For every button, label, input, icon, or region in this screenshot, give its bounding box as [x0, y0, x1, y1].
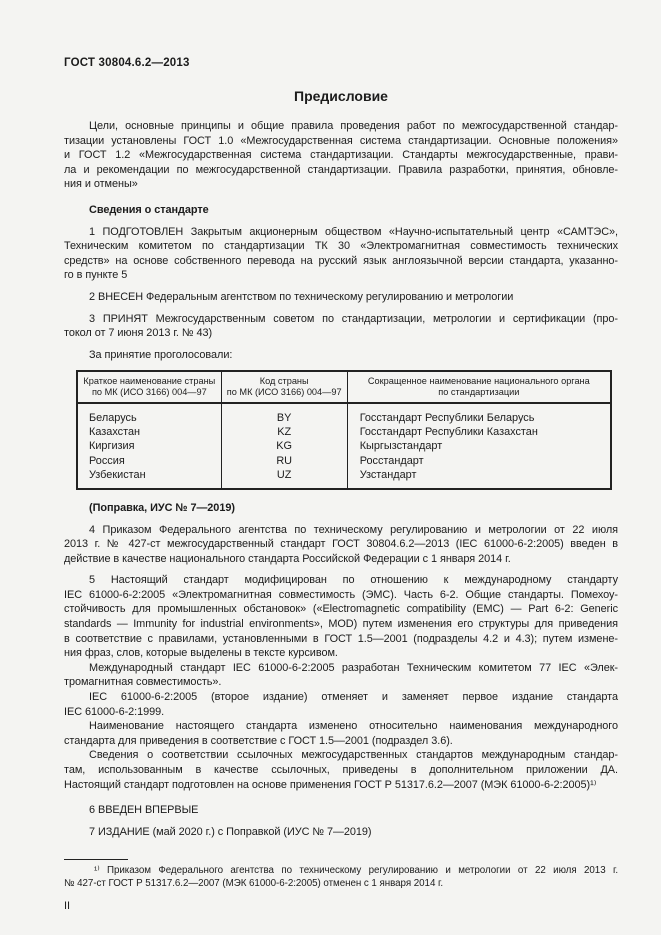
text-line: ния фраз, слов, которые выделены в тексте курсивом.	[64, 647, 338, 660]
text-line: и ГОСТ 1.2 «Межгосударственная система стандартизации. Стандарты межгосударственные, прави-	[64, 149, 618, 162]
item-5-modified	[64, 573, 618, 661]
national-body-cell: Кыргызстандарт	[347, 439, 611, 453]
text-line: IEC 61000-6-2:1999.	[64, 705, 165, 718]
country-name-cell: Россия	[77, 454, 221, 468]
text-line: стандарта для приведения в соответствие с ГОСТ 1.5—2001 (подраздел 3.6).	[64, 734, 453, 747]
text-line: IEC 61000-6-2:2005 (второе издание) отменяет и заменяет первое издание стандарта	[89, 691, 618, 704]
footnote-text	[64, 865, 618, 891]
voting-table	[76, 370, 612, 490]
text-line: Наименование настоящего стандарта изменено относительно наименования международного	[89, 720, 618, 733]
item-4-enacted	[64, 523, 618, 567]
text-line: стойчивость для промышленных обстановок» («Electromagnetic compatibility (EMC) — Part 6-2: Generic	[64, 603, 618, 616]
content-top	[64, 119, 618, 362]
text-line: действие в качестве национального стандарта Российской Федерации с 1 января 2014 г.	[64, 552, 511, 565]
country-name-cell: Узбекистан	[77, 468, 221, 489]
content-bottom	[64, 501, 618, 839]
country-name-cell: Казахстан	[77, 425, 221, 439]
para-iec-developed	[64, 661, 618, 690]
footnote-area	[64, 859, 618, 891]
country-code-cell: KZ	[221, 425, 347, 439]
table-header-line: Краткое наименование страны	[83, 376, 216, 387]
text-line: там, использованным в качестве ссылочных, приведены в дополнительном приложении ДА.	[64, 764, 618, 777]
text-line: Цели, основные принципы и общие правила проведения работ по межгосударственной стандар-	[89, 120, 618, 132]
document-number-header: ГОСТ 30804.6.2—2013	[64, 57, 190, 69]
table-header-line: по МК (ИСО 3166) 004—97	[91, 387, 207, 398]
text-line: standards — Immunity for industrial environments», MOD) путем изменения его структуры для приведения	[64, 618, 618, 631]
text-line: 2 ВНЕСЕН Федеральным агентством по техническому регулированию и метрологии	[89, 290, 514, 303]
text-line: Сведения о стандарте	[89, 203, 209, 216]
vote-intro	[64, 348, 618, 363]
para-name-changed	[64, 719, 618, 748]
table-row	[77, 468, 611, 489]
national-body-cell: Узстандарт	[347, 468, 611, 489]
country-name-cell: Киргизия	[77, 439, 221, 453]
text-line: токол от 7 июня 2013 г. № 43)	[64, 327, 213, 340]
text-line: в соответствие с правилами, установленными в ГОСТ 1.5—2001 (подразделы 4.2 и 4.3); путем измене-	[64, 632, 618, 645]
standard-info-heading	[64, 203, 618, 218]
table-header-line: по стандартизации	[438, 387, 520, 398]
text-line: № 427-ст ГОСТ Р 51317.6.2—2007 (МЭК 61000-6-2:2005) отменен с 1 января 2014 г.	[64, 878, 444, 890]
item-1-prepared	[64, 225, 618, 283]
text-line: 6 ВВЕДЕН ВПЕРВЫЕ	[89, 804, 199, 817]
table-header-cell	[221, 371, 347, 403]
para-reference-standards	[64, 748, 618, 792]
item-6-first-introduced	[64, 803, 618, 818]
table-row	[77, 454, 611, 468]
text-line: За принятие проголосовали:	[89, 348, 233, 361]
item-3-adopted	[64, 312, 618, 341]
amendment-note	[64, 501, 618, 516]
table-header-cell	[77, 371, 221, 403]
item-7-edition	[64, 825, 618, 840]
table-header-row	[77, 371, 611, 403]
voting-table-header	[77, 371, 611, 403]
text-line: 7 ИЗДАНИЕ (май 2020 г.) с Поправкой (ИУС № 7—2019)	[89, 825, 372, 838]
table-header-line: Код страны	[259, 376, 309, 387]
text-line: ния и отмены»	[64, 178, 138, 191]
text-line: 1 ПОДГОТОВЛЕН Закрытым акционерным обществом «Научно-испытательный центр «САМТЭС»,	[89, 225, 618, 238]
national-body-cell: Госстандарт Республики Беларусь	[347, 403, 611, 425]
text-line: средств» на основе собственного перевода на русский язык англоязычной версии стандарта, указанно-	[64, 254, 618, 267]
intro-paragraph	[64, 119, 618, 192]
text-line: ¹⁾ Приказом Федерального агентства по техническому регулированию и метрологии от 22 июля 2013 г.	[94, 865, 618, 877]
para-second-edition	[64, 690, 618, 719]
page-title: Предисловие	[294, 88, 388, 104]
text-line: Техническим комитетом по стандартизации ТК 30 «Электромагнитная совместимость технических	[64, 240, 618, 253]
country-code-cell: BY	[221, 403, 347, 425]
footnote-1	[64, 865, 618, 891]
country-code-cell: RU	[221, 454, 347, 468]
text-line: (Поправка, ИУС № 7—2019)	[89, 501, 235, 514]
national-body-cell: Госстандарт Республики Казахстан	[347, 425, 611, 439]
text-line: 2013 г. № 427-ст межгосударственный стандарт ГОСТ 30804.6.2—2013 (IEC 61000-6-2:2005) введен в	[64, 538, 618, 551]
table-row	[77, 403, 611, 425]
page-number: II	[64, 899, 71, 912]
text-line: Международный стандарт IEC 61000-6-2:2005 разработан Техническим комитетом 77 IEC «Элек-	[89, 661, 618, 674]
national-body-cell: Росстандарт	[347, 454, 611, 468]
text-line: IEC 61000-6-2:2005 «Электромагнитная совместимость (ЭМС). Часть 6-2. Общие стандарты. Помехоу-	[64, 588, 618, 601]
table-header-line: Сокращенное наименование национального органа	[367, 376, 590, 387]
voting-table-body	[77, 403, 611, 489]
footnote-divider	[64, 859, 128, 860]
table-row	[77, 439, 611, 453]
text-line: ла и рекомендации по межгосударственной стандартизации. Правила разработки, принятия, обновле-	[64, 163, 618, 176]
text-line: 5 Настоящий стандарт модифицирован по отношению к международному стандарту	[89, 574, 618, 587]
text-line: Настоящий стандарт подготовлен на основе применения ГОСТ Р 51317.6.2—2007 (МЭК 61000-6-2:2005)¹⁾	[64, 778, 597, 791]
text-line: тизации установлены ГОСТ 1.0 «Межгосударственная система стандартизации. Основные положения»	[64, 134, 618, 147]
text-line: го в пункте 5	[64, 269, 128, 282]
country-code-cell: UZ	[221, 468, 347, 489]
item-2-submitted	[64, 290, 618, 305]
text-line: 4 Приказом Федерального агентства по техническому регулированию и метрологии от 22 июля	[89, 523, 618, 536]
table-row	[77, 425, 611, 439]
country-name-cell: Беларусь	[77, 403, 221, 425]
text-line: Сведения о соответствии ссылочных межгосударственных стандартов международным стандар-	[89, 749, 618, 762]
country-code-cell: KG	[221, 439, 347, 453]
table-header-cell	[347, 371, 611, 403]
text-line: тромагнитная совместимость».	[64, 676, 222, 689]
text-line: 3 ПРИНЯТ Межгосударственным советом по стандартизации, метрологии и сертификации (про-	[89, 312, 618, 325]
table-header-line: по МК (ИСО 3166) 004—97	[226, 387, 342, 398]
